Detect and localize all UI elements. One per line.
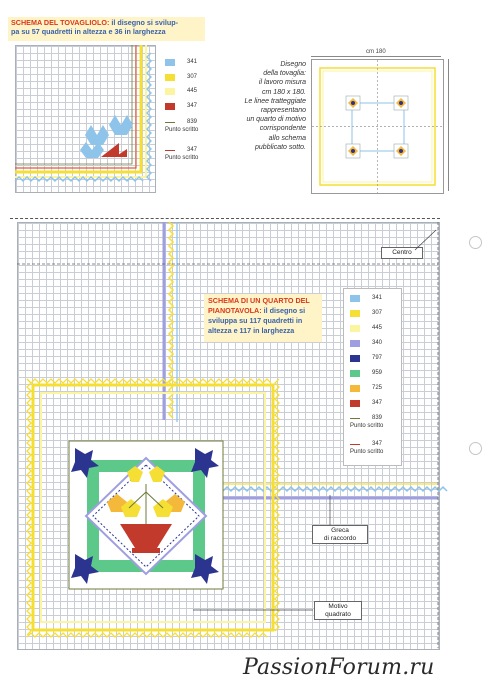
- callout-motivo-leader: [193, 602, 313, 622]
- callout-greca-line-2: di raccordo: [323, 534, 357, 542]
- tablecloth-motif-tr: [394, 96, 408, 110]
- napkin-motif: [15, 45, 175, 205]
- binder-hole: [469, 442, 482, 455]
- tablecloth-motif-bl: [346, 144, 360, 158]
- napkin-legend: 341 307 445 347 839 Punto scritto 347 Punto scritto: [165, 59, 199, 161]
- napkin-caption-body-1: il disegno si svilup-: [109, 18, 179, 27]
- quarter-legend: 341 307 445 340 797 959 725 347 839 Punto scritto 347 Punto scritto: [350, 295, 384, 455]
- quarter-caption-line-1: SCHEMA DI UN QUARTO DEL: [208, 296, 310, 305]
- callout-centro: Centro: [381, 247, 423, 259]
- quarter-caption-line-4: altezza e 117 in larghezza: [208, 326, 295, 335]
- napkin-caption-body-2: pa su 57 quadretti in altezza e 36 in larghezza: [11, 27, 166, 36]
- callout-centro-leader: [415, 228, 445, 258]
- tablecloth-description: Disegno della tovaglia: il lavoro misura cm 180 x 180. Le linee tratteggiate rappresentano un quarto di motivo corrispondente allo schema pubblicato sotto.: [244, 61, 306, 151]
- napkin-caption-title: SCHEMA DEL TOVAGLIOLO:: [11, 18, 110, 27]
- watermark-text: PassionForum.ru: [243, 655, 435, 680]
- tablecloth-dim-top: cm 180: [366, 49, 386, 55]
- callout-greca-leader: [280, 490, 340, 540]
- binder-hole: [469, 236, 482, 249]
- callout-motivo-line-2: quadrato: [325, 610, 351, 618]
- callout-greca-line-1: Greca: [331, 527, 349, 534]
- callout-motivo: [314, 601, 362, 620]
- quarter-caption: [204, 294, 322, 342]
- napkin-legend-swatch: [165, 59, 175, 66]
- tablecloth-diagram: [311, 59, 444, 194]
- quarter-caption-line-2: il disegno si: [261, 306, 306, 315]
- quarter-caption-title-end: PIANOTAVOLA:: [208, 306, 262, 315]
- motivo-quadrato: [69, 441, 223, 589]
- callout-motivo-line-1: Motivo: [328, 603, 348, 610]
- section-divider: [10, 218, 440, 219]
- quarter-caption-line-3: sviluppa su 117 quadretti in: [208, 316, 303, 325]
- napkin-caption: [8, 17, 205, 41]
- napkin-zigzag: [15, 53, 151, 181]
- napkin-legend-code: 341: [187, 59, 198, 65]
- tablecloth-motif-br: [394, 144, 408, 158]
- tablecloth-motif-tl: [346, 96, 360, 110]
